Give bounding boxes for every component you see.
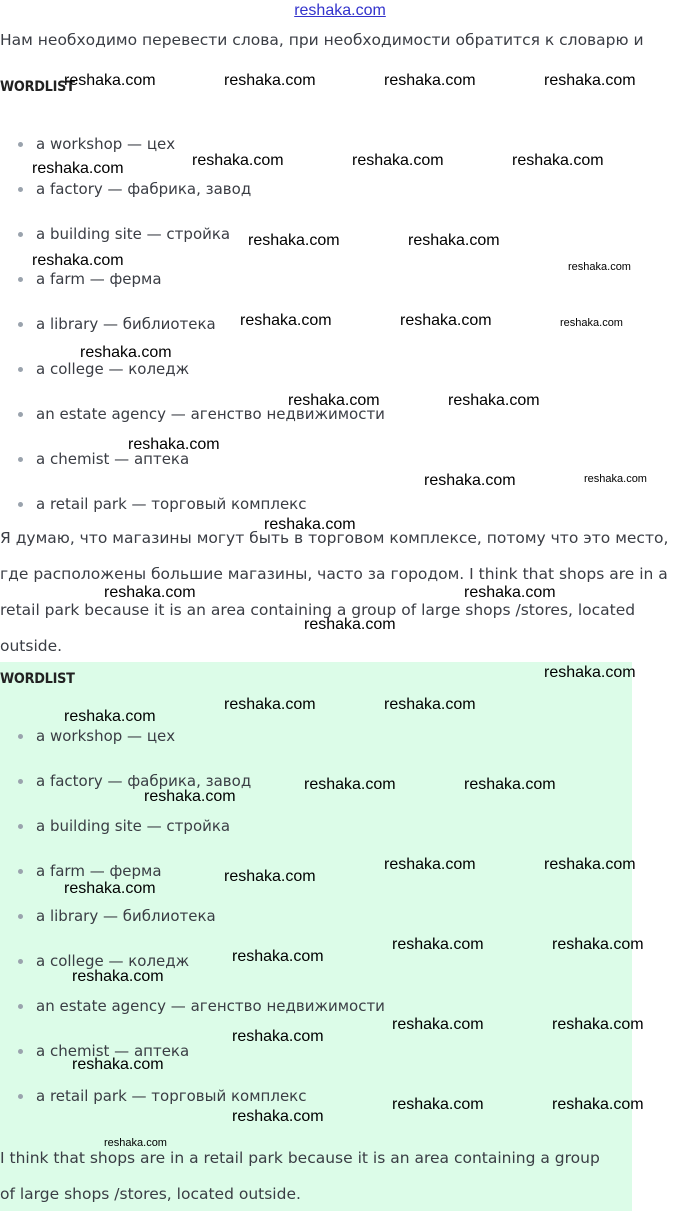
list-item: an estate agency — агенство недвижимости [0, 403, 385, 448]
wordlist-heading: WORDLIST [0, 79, 75, 95]
bullet-icon [18, 914, 23, 919]
watermark: reshaka.com [192, 152, 284, 169]
watermark: reshaka.com [552, 936, 644, 953]
bullet-icon [18, 232, 23, 237]
watermark: reshaka.com [232, 948, 324, 965]
watermark: reshaka.com [288, 392, 380, 409]
watermark: reshaka.com [544, 856, 636, 873]
list-item: a chemist — аптека [0, 448, 385, 493]
watermark: reshaka.com [224, 72, 316, 89]
list-item: a workshop — цех [0, 133, 385, 178]
bullet-icon [18, 959, 23, 964]
bullet-icon [18, 457, 23, 462]
wordlist-heading: WORDLIST [0, 671, 75, 687]
watermark: reshaka.com [72, 1056, 164, 1073]
watermark: reshaka.com [392, 1016, 484, 1033]
watermark: reshaka.com [400, 312, 492, 329]
watermark: reshaka.com [304, 776, 396, 793]
bullet-icon [18, 187, 23, 192]
bullet-icon [18, 367, 23, 372]
watermark: reshaka.com [464, 776, 556, 793]
watermark: reshaka.com [384, 856, 476, 873]
list-item: a college — коледж [0, 358, 385, 403]
bullet-icon [18, 824, 23, 829]
bullet-icon [18, 1094, 23, 1099]
list-item: a workshop — цех [0, 725, 385, 770]
watermark: reshaka.com [512, 152, 604, 169]
watermark: reshaka.com [72, 968, 164, 985]
watermark: reshaka.com [264, 516, 356, 533]
list-item: a building site — стройка [0, 815, 385, 860]
watermark: reshaka.com [128, 436, 220, 453]
list-item: a retail park — торговый комплекс [0, 1085, 385, 1130]
watermark: reshaka.com [384, 72, 476, 89]
list-item: a library — библиотека [0, 313, 385, 358]
watermark: reshaka.com [568, 261, 631, 273]
watermark: reshaka.com [424, 472, 516, 489]
list-item: a building site — стройка [0, 223, 385, 268]
watermark: reshaka.com [464, 584, 556, 601]
intro-text: Нам необходимо перевести слова, при необходимости обратится к словарю и [0, 31, 644, 49]
list-item: a chemist — аптека [0, 1040, 385, 1085]
bullet-icon [18, 1004, 23, 1009]
bullet-icon [18, 779, 23, 784]
list-item: a factory — фабрика, завод [0, 178, 385, 223]
site-link[interactable]: reshaka.com [294, 2, 386, 19]
wordlist-1 [0, 133, 385, 538]
watermark: reshaka.com [240, 312, 332, 329]
watermark: reshaka.com [544, 72, 636, 89]
watermark: reshaka.com [448, 392, 540, 409]
watermark: reshaka.com [544, 664, 636, 681]
watermark: reshaka.com [232, 1108, 324, 1125]
watermark: reshaka.com [80, 344, 172, 361]
bullet-icon [18, 1049, 23, 1054]
watermark: reshaka.com [408, 232, 500, 249]
watermark: reshaka.com [224, 696, 316, 713]
watermark: reshaka.com [32, 252, 124, 269]
watermark: reshaka.com [560, 317, 623, 329]
bullet-icon [18, 869, 23, 874]
watermark: reshaka.com [304, 616, 396, 633]
list-item: an estate agency — агенство недвижимости [0, 995, 385, 1040]
watermark: reshaka.com [352, 152, 444, 169]
watermark: reshaka.com [552, 1016, 644, 1033]
watermark: reshaka.com [64, 708, 156, 725]
bullet-icon [18, 502, 23, 507]
list-item: a college — коледж [0, 950, 385, 995]
list-item: a retail park — торговый комплекс [0, 493, 385, 538]
watermark: reshaka.com [232, 1028, 324, 1045]
watermark: reshaka.com [392, 936, 484, 953]
watermark: reshaka.com [32, 160, 124, 177]
watermark: reshaka.com [248, 232, 340, 249]
watermark: reshaka.com [104, 1137, 167, 1149]
watermark: reshaka.com [392, 1096, 484, 1113]
watermark: reshaka.com [552, 1096, 644, 1113]
watermark: reshaka.com [144, 788, 236, 805]
list-item: a farm — ферма [0, 860, 385, 905]
list-item: a library — библиотека [0, 905, 385, 950]
bullet-icon [18, 412, 23, 417]
bullet-icon [18, 734, 23, 739]
watermark: reshaka.com [104, 584, 196, 601]
list-item: a factory — фабрика, завод [0, 770, 385, 815]
answer-paragraph-1: Я думаю, что магазины могут быть в торговом комплексе, потому что это место, где расположены большие магазины, часто за городом. I think that shops are in a retail park because it is an area containing a group of large shops /stores, located outside. [0, 529, 669, 655]
watermark: reshaka.com [64, 72, 156, 89]
bullet-icon [18, 142, 23, 147]
watermark: reshaka.com [584, 473, 647, 485]
watermark: reshaka.com [64, 880, 156, 897]
bullet-icon [18, 322, 23, 327]
list-item: a farm — ферма [0, 268, 385, 313]
answer-paragraph-2: I think that shops are in a retail park because it is an area containing a group of large shops /stores, located outside. [0, 1149, 600, 1203]
bullet-icon [18, 277, 23, 282]
watermark: reshaka.com [224, 868, 316, 885]
watermark: reshaka.com [384, 696, 476, 713]
